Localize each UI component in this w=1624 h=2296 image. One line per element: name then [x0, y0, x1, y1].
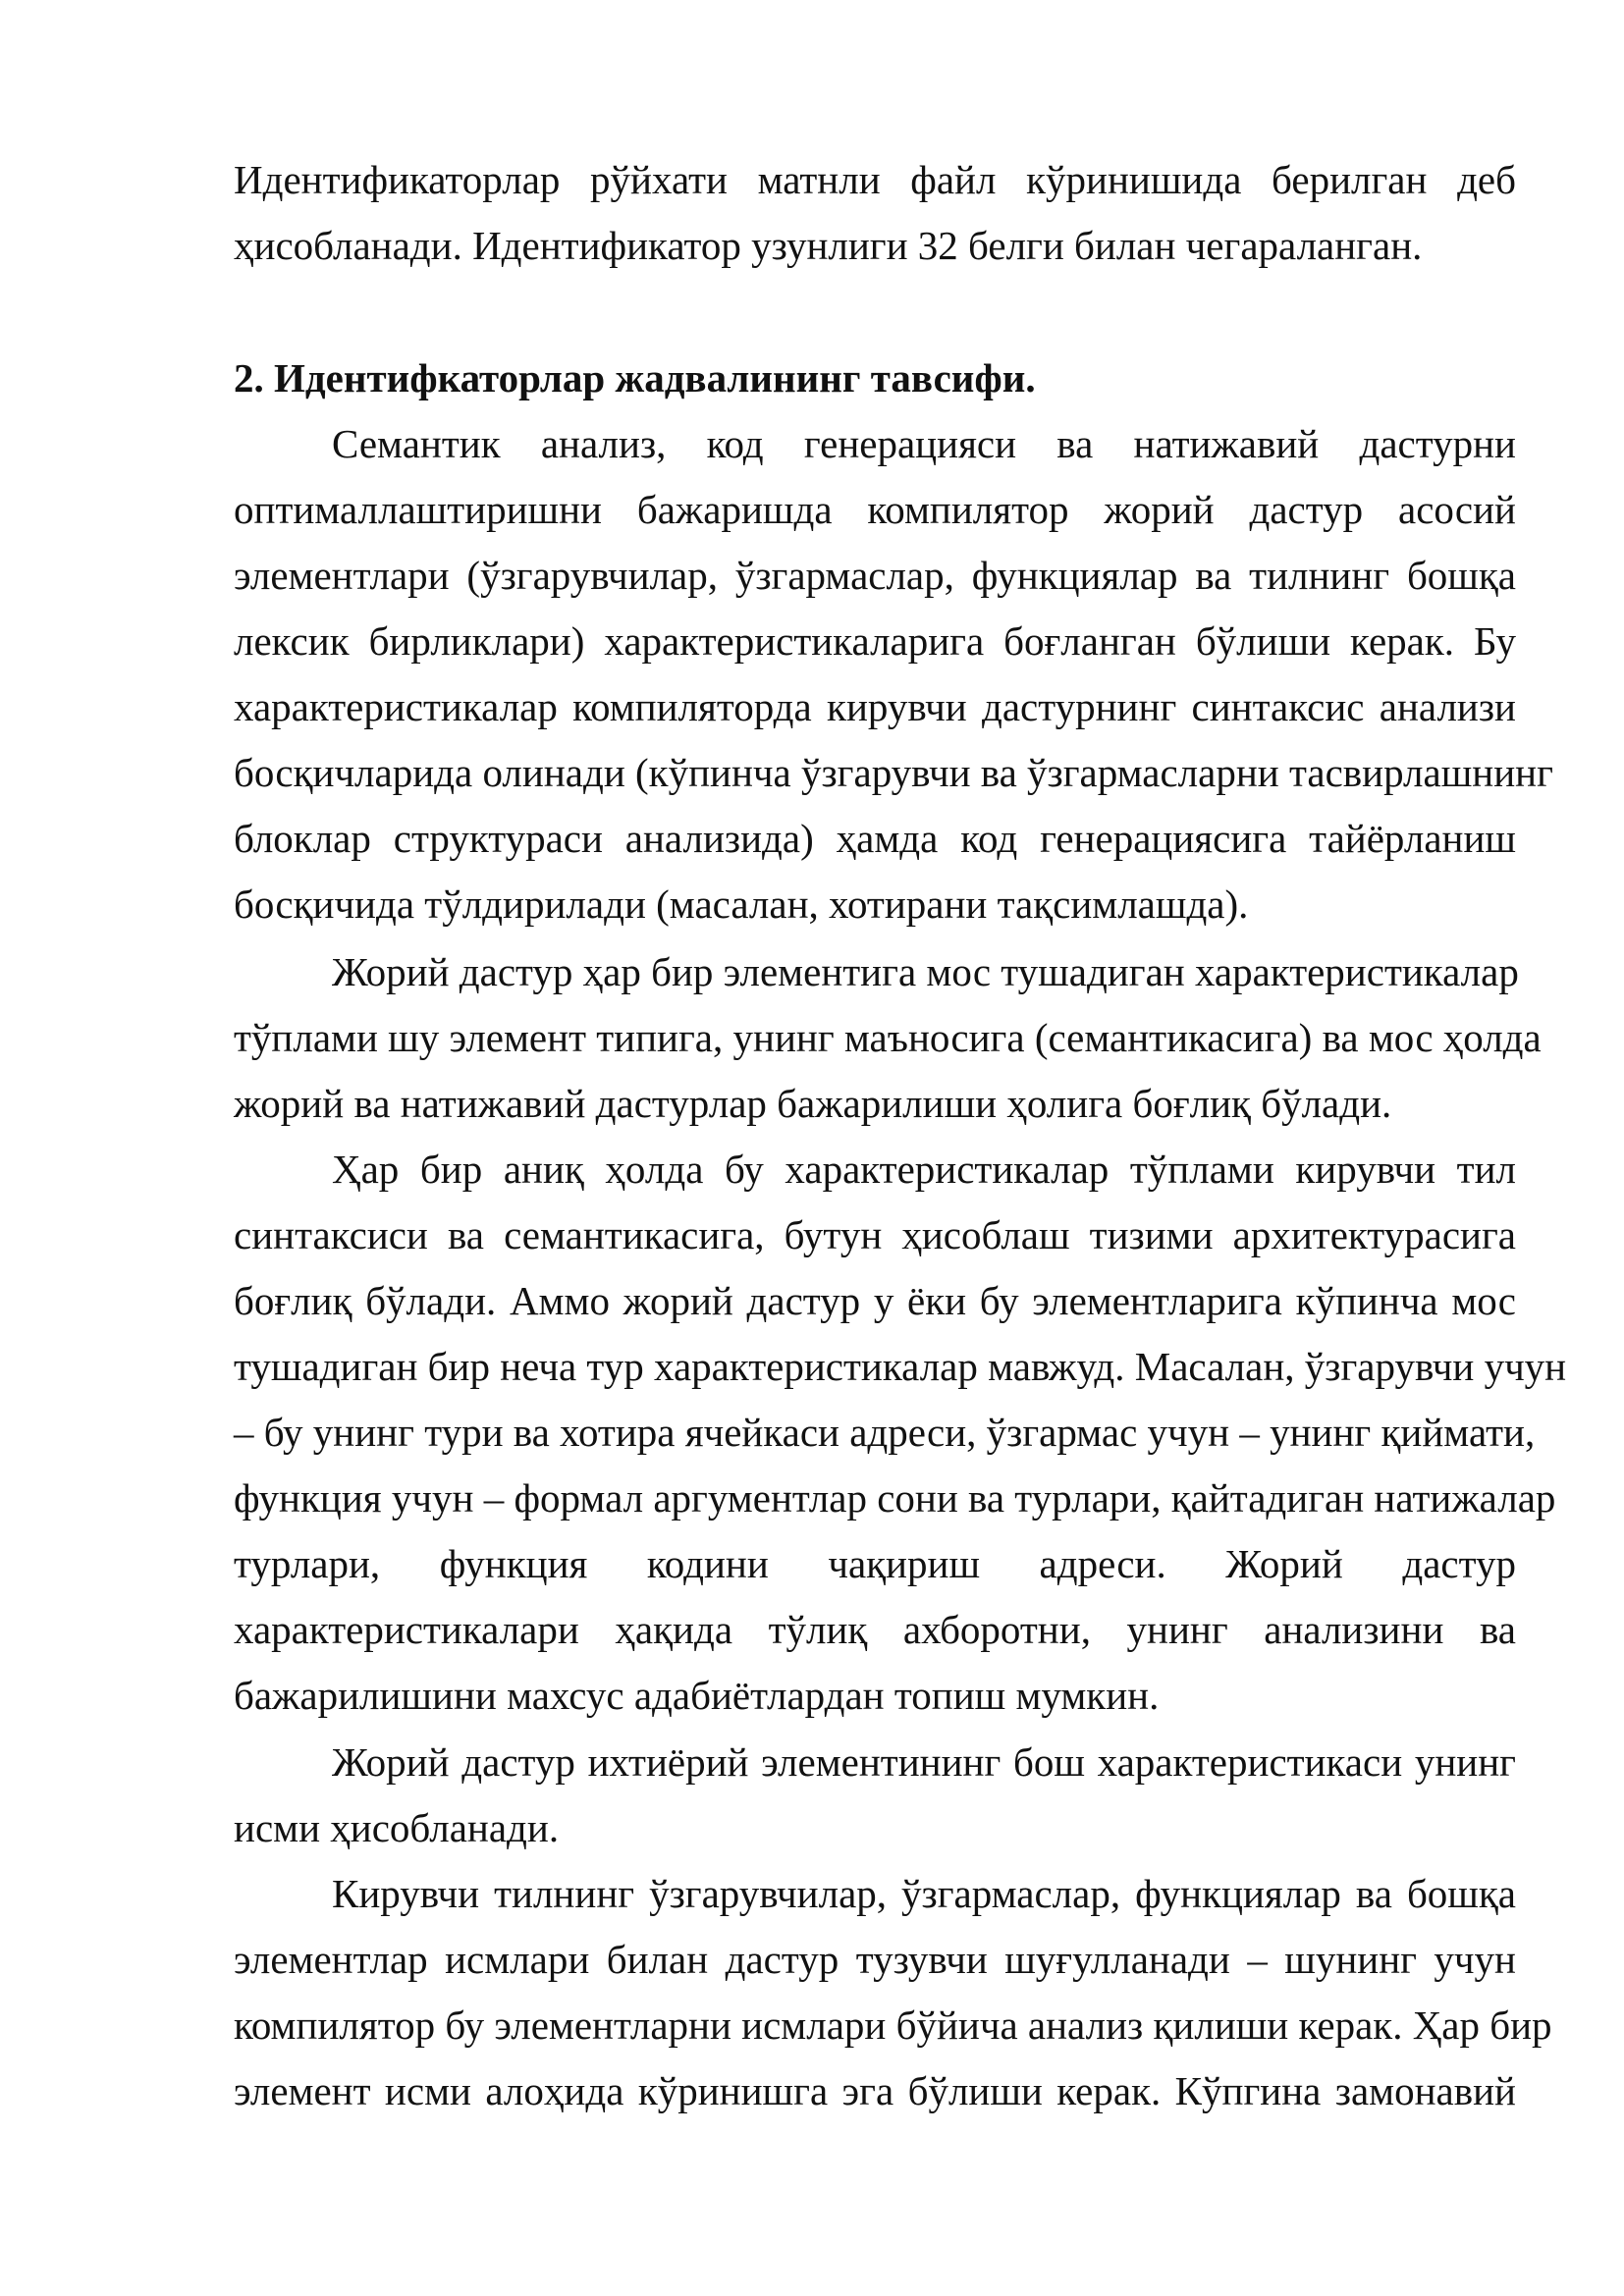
text-line: компилятор бу элементларни исмлари бўйича анализ қилиши керак. Ҳар бир	[234, 2002, 1552, 2048]
text-line: функция учун – формал аргументлар сони ва турлари, қайтадиган натижалар	[234, 1475, 1556, 1521]
text-line: характеристикалар компиляторда кирувчи дастурнинг синтаксис анализи	[234, 684, 1516, 729]
text-line: Кирувчи тилнинг ўзгарувчилар, ўзгармаслар, функциялар ва бошқа	[332, 1871, 1516, 1916]
text-line: Семантик анализ, код генерацияси ва натижавий дастурни	[332, 421, 1516, 466]
paragraph	[234, 1730, 1516, 1861]
paragraph	[234, 1861, 1552, 2124]
text-line: элементлари (ўзгарувчилар, ўзгармаслар, функциялар ва тилнинг бошқа	[234, 553, 1516, 598]
paragraph	[234, 939, 1542, 1137]
text-line: босқичида тўлдирилади (масалан, хотирани тақсимлашда).	[234, 881, 1249, 927]
text-line: тўплами шу элемент типига, унинг маъносига (семантикасига) ва мос ҳолда	[234, 1015, 1542, 1060]
text-line: турлари, функция кодини чақириш адреси. Жорий дастур	[234, 1541, 1516, 1586]
text-line: тушадиган бир неча тур характеристикалар мавжуд. Масалан, ўзгарувчи учун	[234, 1344, 1567, 1389]
text-line: Жорий дастур ихтиёрий элементининг бош характеристикаси унинг	[332, 1739, 1516, 1785]
text-line: Ҳар бир аниқ ҳолда бу характеристикалар тўплами кирувчи тил	[332, 1147, 1516, 1192]
text-line: Идентификаторлар рўйхати матнли файл кўринишида берилган деб	[234, 157, 1516, 202]
text-line: – бу унинг тури ва хотира ячейкаси адреси, ўзгармас учун – унинг қиймати,	[234, 1410, 1536, 1455]
paragraph	[234, 411, 1553, 937]
text-line: элемент исми алоҳида кўринишга эга бўлиши керак. Кўпгина замонавий	[234, 2068, 1516, 2113]
text-line: блоклар структураси анализида) ҳамда код генерациясига тайёрланиш	[234, 816, 1516, 861]
text-line: лексик бирликлари) характеристикаларига боғланган бўлиши керак. Бу	[234, 618, 1516, 664]
text-line: оптималлаштиришни бажаришда компилятор жорий дастур асосий	[234, 487, 1516, 532]
intro-paragraph	[234, 147, 1516, 279]
text-line: боғлиқ бўлади. Аммо жорий дастур у ёки бу элементларига кўпинча мос	[234, 1278, 1516, 1323]
text-line: жорий ва натижавий дастурлар бажарилиши ҳолига боғлиқ бўлади.	[234, 1081, 1392, 1126]
paragraph	[234, 1137, 1567, 1729]
text-line: бажарилишини махсус адабиётлардан топиш мумкин.	[234, 1673, 1160, 1718]
text-line: характеристикалари ҳақида тўлиқ ахборотни, унинг анализини ва	[234, 1607, 1516, 1652]
text-line: элементлар исмлари билан дастур тузувчи шуғулланади – шунинг учун	[234, 1937, 1516, 1982]
text-line: ҳисобланади. Идентификатор узунлиги 32 белги билан чегараланган.	[234, 223, 1423, 268]
text-line: синтаксиси ва семантикасига, бутун ҳисоблаш тизими архитектурасига	[234, 1212, 1516, 1257]
text-line: босқичларида олинади (кўпинча ўзгарувчи ва ўзгармасларни тасвирлашнинг	[234, 750, 1553, 795]
text-line: Жорий дастур ҳар бир элементига мос тушадиган характеристикалар	[332, 949, 1519, 994]
section-heading: 2. Идентифкаторлар жадвалининг тавсифи.	[234, 355, 1036, 400]
text-line: исми ҳисобланади.	[234, 1805, 560, 1850]
